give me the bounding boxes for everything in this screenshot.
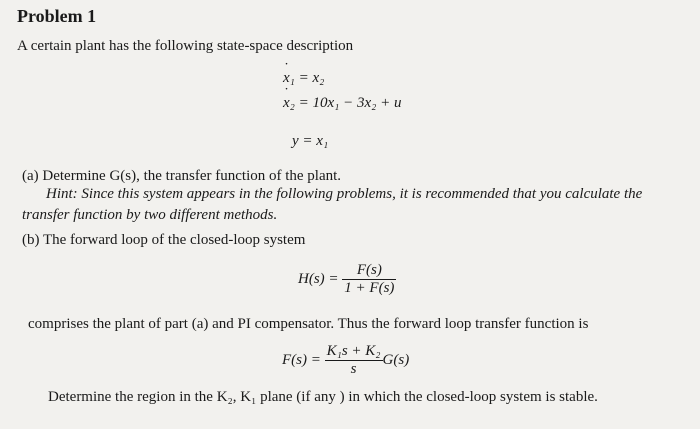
part-b-question: (b) The forward loop of the closed-loop system xyxy=(22,232,306,248)
comprises-text: comprises the plant of part (a) and PI compensator. Thus the forward loop transfer function is xyxy=(28,316,589,332)
intro-text: A certain plant has the following state-space description xyxy=(17,38,354,54)
h-fraction xyxy=(342,262,396,297)
hint-line-2: transfer function by two different methods. xyxy=(22,207,278,223)
f-equation xyxy=(282,343,409,378)
eq2-lhs: ˙ x₂ xyxy=(283,95,295,111)
f-lhs: F(s) = xyxy=(282,351,321,368)
eq3: y = x₁ xyxy=(292,133,329,149)
output-equation xyxy=(292,133,328,150)
problem-title: Problem 1 xyxy=(17,6,97,26)
f-fraction xyxy=(325,343,383,378)
eq2-rhs: = 10x₁ − 3x₂ + u xyxy=(298,95,402,111)
state-equation-2 xyxy=(283,95,402,112)
determine-text: Determine the region in the K₂, K₁ plane (if any ) in which the closed-loop system is stable. xyxy=(48,389,598,405)
eq1-lhs: ˙ x₁ xyxy=(283,70,295,86)
state-equation-1 xyxy=(283,70,324,87)
f-tail: G(s) xyxy=(382,351,410,368)
h-lhs: H(s) = xyxy=(298,270,339,287)
h-numerator: F(s) xyxy=(356,262,382,278)
eq1-rhs: = x₂ xyxy=(298,70,325,86)
hint-line-1: Hint: Since this system appears in the following problems, it is recommended that you calculate the xyxy=(46,186,643,202)
h-equation xyxy=(298,262,396,297)
part-a-question: (a) Determine G(s), the transfer function of the plant. xyxy=(22,168,342,184)
h-denominator: 1 + F(s) xyxy=(344,280,395,296)
f-numerator: K₁s + K₂ xyxy=(326,343,381,359)
f-denominator: s xyxy=(325,360,383,378)
